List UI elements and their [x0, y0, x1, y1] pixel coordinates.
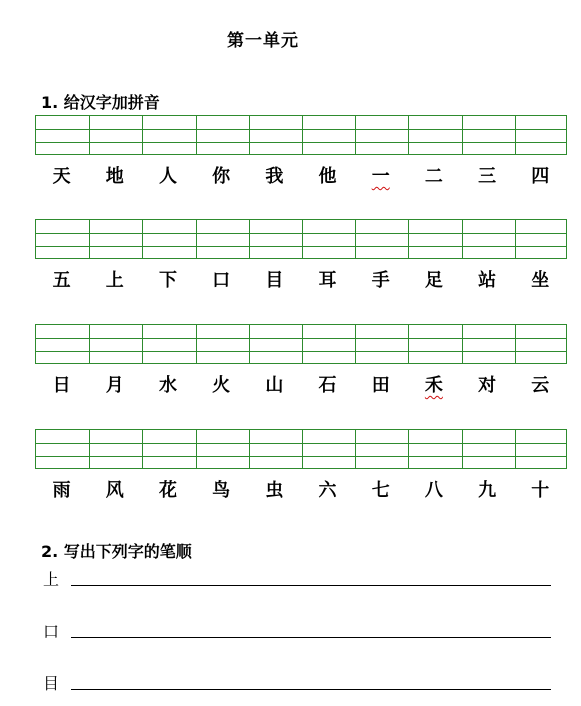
chinese-character: 五	[52, 270, 71, 291]
pinyin-writing-grid[interactable]	[35, 219, 567, 259]
chinese-character: 一	[371, 166, 390, 187]
character-row	[35, 371, 567, 397]
chinese-character: 人	[158, 166, 177, 187]
chinese-character: 下	[158, 270, 177, 291]
grid-line	[355, 430, 356, 468]
grid-line	[302, 325, 303, 363]
chinese-character: 你	[212, 166, 231, 187]
grid-line	[89, 325, 90, 363]
chinese-character: 天	[52, 166, 71, 187]
grid-line	[462, 325, 463, 363]
grid-line	[142, 325, 143, 363]
grid-line	[408, 220, 409, 258]
chinese-character: 七	[371, 480, 390, 501]
chinese-character: 山	[265, 375, 284, 396]
chinese-character: 对	[478, 375, 497, 396]
grid-line	[142, 116, 143, 154]
grid-line	[249, 430, 250, 468]
grid-line	[408, 430, 409, 468]
pinyin-writing-grid[interactable]	[35, 324, 567, 364]
grid-line	[196, 116, 197, 154]
chinese-character: 他	[318, 166, 337, 187]
chinese-character: 云	[531, 375, 550, 396]
grid-line	[302, 220, 303, 258]
grid-line	[302, 430, 303, 468]
page-title: 第一单元	[227, 31, 299, 51]
grid-line	[515, 116, 516, 154]
chinese-character: 六	[318, 480, 337, 501]
chinese-character: 日	[52, 375, 71, 396]
chinese-character: 月	[105, 375, 124, 396]
stroke-order-char: 口	[43, 622, 60, 641]
grid-line	[36, 443, 566, 444]
grid-line	[36, 129, 566, 130]
grid-line	[142, 220, 143, 258]
grid-line	[142, 430, 143, 468]
section-2-title: 2. 写出下列字的笔顺	[41, 542, 192, 561]
grid-line	[515, 430, 516, 468]
answer-line[interactable]	[71, 637, 551, 638]
chinese-character: 石	[318, 375, 337, 396]
grid-line	[36, 142, 566, 143]
grid-line	[36, 456, 566, 457]
grid-line	[408, 116, 409, 154]
section-1-title: 1. 给汉字加拼音	[41, 93, 160, 112]
grid-line	[249, 325, 250, 363]
stroke-order-char: 目	[43, 674, 60, 693]
chinese-character: 风	[105, 480, 124, 501]
grid-line	[515, 325, 516, 363]
grid-line	[462, 430, 463, 468]
chinese-character: 手	[371, 270, 390, 291]
chinese-character: 口	[212, 270, 231, 291]
chinese-character: 足	[424, 270, 443, 291]
pinyin-writing-grid[interactable]	[35, 429, 567, 469]
chinese-character: 坐	[531, 270, 550, 291]
chinese-character: 目	[265, 270, 284, 291]
grid-line	[36, 233, 566, 234]
grid-line	[36, 246, 566, 247]
chinese-character: 二	[424, 166, 443, 187]
chinese-character: 地	[105, 166, 124, 187]
chinese-character: 九	[478, 480, 497, 501]
grid-line	[196, 430, 197, 468]
chinese-character: 八	[424, 480, 443, 501]
chinese-character: 上	[105, 270, 124, 291]
grid-line	[515, 220, 516, 258]
chinese-character: 我	[265, 166, 284, 187]
chinese-character: 田	[371, 375, 390, 396]
grid-line	[196, 325, 197, 363]
grid-line	[249, 116, 250, 154]
chinese-character: 雨	[52, 480, 71, 501]
chinese-character: 鸟	[212, 480, 231, 501]
character-row	[35, 162, 567, 188]
stroke-order-char: 上	[43, 570, 60, 589]
pinyin-writing-grid[interactable]	[35, 115, 567, 155]
chinese-character: 十	[531, 480, 550, 501]
grid-line	[36, 351, 566, 352]
grid-line	[249, 220, 250, 258]
grid-line	[302, 116, 303, 154]
chinese-character: 火	[212, 375, 231, 396]
answer-line[interactable]	[71, 585, 551, 586]
character-row	[35, 266, 567, 292]
grid-line	[89, 430, 90, 468]
grid-line	[89, 116, 90, 154]
answer-line[interactable]	[71, 689, 551, 690]
chinese-character: 站	[478, 270, 497, 291]
chinese-character: 虫	[265, 480, 284, 501]
grid-line	[355, 116, 356, 154]
grid-line	[355, 220, 356, 258]
grid-line	[36, 338, 566, 339]
grid-line	[462, 116, 463, 154]
chinese-character: 水	[158, 375, 177, 396]
chinese-character: 四	[531, 166, 550, 187]
grid-line	[408, 325, 409, 363]
chinese-character: 三	[478, 166, 497, 187]
grid-line	[196, 220, 197, 258]
chinese-character: 禾	[424, 375, 443, 396]
character-row	[35, 476, 567, 502]
grid-line	[355, 325, 356, 363]
chinese-character: 耳	[318, 270, 337, 291]
chinese-character: 花	[158, 480, 177, 501]
grid-line	[462, 220, 463, 258]
grid-line	[89, 220, 90, 258]
